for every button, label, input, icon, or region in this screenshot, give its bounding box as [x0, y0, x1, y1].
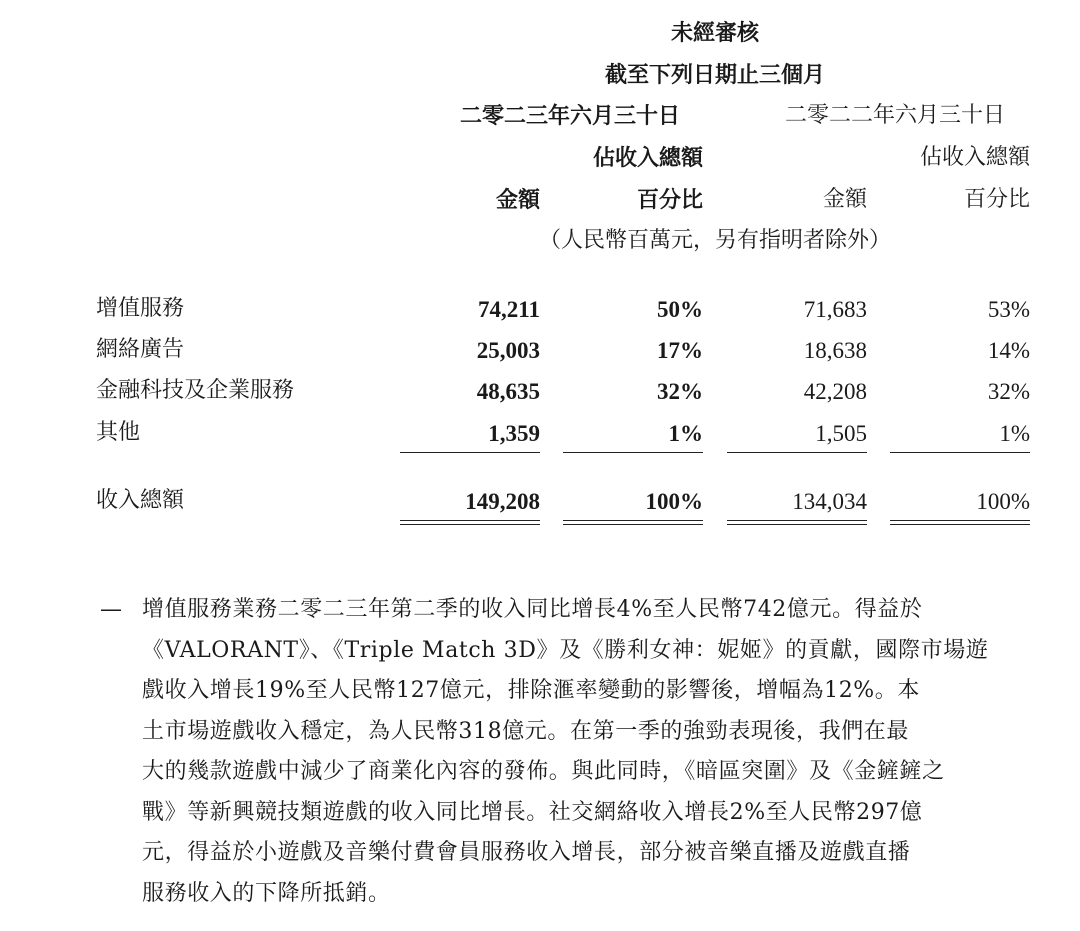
paragraph-line: 戰》等新興競技類遊戲的收入同比增長。社交網絡收入增長2%至人民幣297億	[142, 799, 923, 825]
paragraph-line: 增值服務業務二零二三年第二季的收入同比增長4%至人民幣742億元。得益於	[142, 597, 923, 622]
subtotal-rule	[563, 452, 703, 453]
commentary-paragraph	[142, 590, 1030, 914]
cell-amount-2023: 48,635	[476, 379, 540, 404]
total-double-rule	[563, 520, 703, 525]
paragraph-line: 元，得益於小遊戲及音樂付費會員服務收入增長，部分被音樂直播及遊戲直播	[142, 840, 911, 865]
pct-of-total-2022: 佔收入總額	[919, 145, 1030, 170]
paragraph-line: 戲收入增長19%至人民幣127億元，排除滙率變動的影響後，增幅為12%。本	[142, 678, 920, 703]
total-double-rule	[890, 520, 1030, 525]
cell-percent-2022: 32%	[987, 379, 1030, 404]
row-label-total-revenues: 收入總額	[96, 488, 185, 513]
percent-header-2022: 百分比	[963, 187, 1030, 212]
cell-amount-2023: 74,211	[478, 297, 540, 322]
column-date-2023: 二零二三年六月三十日	[459, 103, 680, 129]
percent-header-2023: 百分比	[636, 187, 703, 213]
row-label-fintech-business-services: 金融科技及企業服務	[96, 378, 295, 403]
paragraph-line: 大的幾款遊戲中減少了商業化內容的發佈。與此同時，《暗區突圍》及《金鏟鏟之	[142, 759, 945, 784]
pct-of-total-2023: 佔收入總額	[592, 145, 703, 171]
row-label-value-added-services: 增值服務	[96, 296, 185, 321]
total-percent-2022: 100%	[976, 489, 1030, 514]
cell-percent-2023: 50%	[657, 297, 703, 322]
paragraph-line: 服務收入的下降所抵銷。	[142, 880, 391, 906]
total-double-rule	[400, 520, 540, 525]
paragraph-line: 《VALORANT》、《Triple Match 3D》及《勝利女神：妮姬》的貢獻，國際市場遊	[142, 637, 989, 663]
amount-header-2023: 金額	[495, 187, 540, 213]
cell-percent-2023: 17%	[657, 338, 703, 363]
unaudited-heading: 未經審核	[670, 20, 759, 46]
cell-amount-2023: 25,003	[476, 338, 540, 363]
subtotal-rule	[890, 452, 1030, 453]
cell-percent-2022: 53%	[987, 297, 1030, 322]
cell-percent-2023: 32%	[657, 379, 703, 404]
total-double-rule	[727, 520, 867, 525]
period-heading: 截至下列日期止三個月	[604, 62, 825, 88]
subtotal-rule	[400, 452, 540, 453]
total-amount-2023: 149,208	[465, 489, 540, 514]
total-amount-2022: 134,034	[792, 489, 867, 514]
cell-amount-2022: 18,638	[803, 338, 867, 363]
cell-percent-2022: 14%	[987, 338, 1030, 363]
cell-amount-2023: 1,359	[488, 421, 540, 446]
cell-amount-2022: 42,208	[803, 379, 867, 404]
total-percent-2023: 100%	[645, 489, 703, 514]
row-label-online-advertising: 網絡廣告	[96, 337, 185, 362]
amount-header-2022: 金額	[822, 187, 867, 212]
row-label-others: 其他	[96, 420, 141, 445]
column-date-2022: 二零二二年六月三十日	[784, 103, 1005, 128]
cell-percent-2023: 1%	[668, 421, 703, 446]
paragraph-line: 土市場遊戲收入穩定，為人民幣318億元。在第一季的強勁表現後，我們在最	[142, 718, 909, 744]
cell-amount-2022: 1,505	[815, 421, 867, 446]
subtotal-rule	[727, 452, 867, 453]
unit-note: （人民幣百萬元，另有指明者除外）	[538, 228, 891, 253]
cell-percent-2022: 1%	[999, 421, 1030, 446]
bullet-dash: —	[100, 597, 122, 622]
cell-amount-2022: 71,683	[803, 297, 867, 322]
